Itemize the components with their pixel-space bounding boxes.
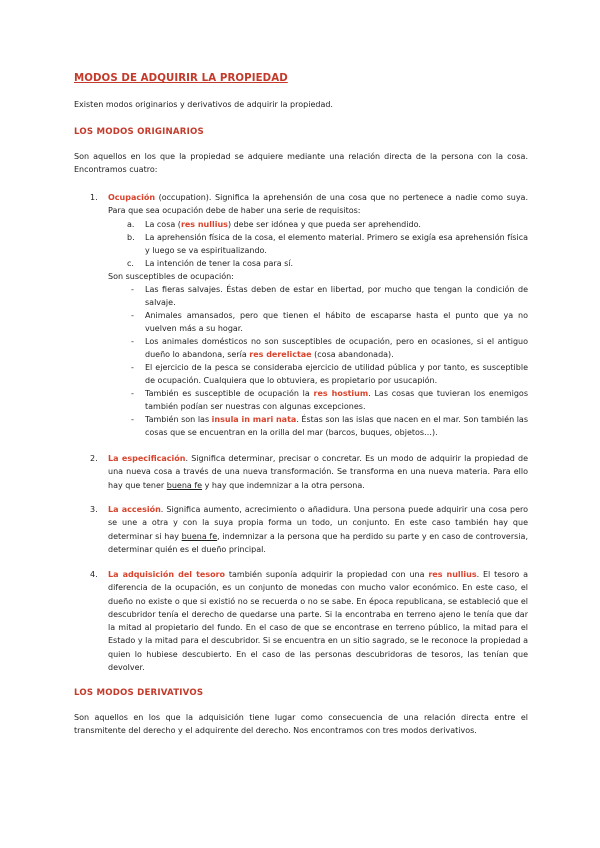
list-number: 3. [90,505,98,514]
req-item: La aprehensión física de la cosa, el elemento material. Primero se exigía esa aprehensión física y luego se va espiritualizando. [145,233,528,256]
item-accesion: La accesión. Significa aumento, acrecimiento o añadidura. Una persona puede adquirir una cosa pero se une a otra y con la suya propia forma un todo, un conjunto. En este caso también hay que determinar si hay buena fe, indemnizar a la persona que ha perdido su parte y en caso de controversia, determinar quién es el dueño principal. [108,505,528,554]
dash-bullet: - [131,337,134,346]
term-accesion: La accesión [108,505,161,514]
req-letter: c. [127,259,134,268]
item-tesoro: La adquisición del tesoro también suponía adquirir la propiedad con una res nullius. El tesoro a diferencia de la ocupación, es un conjunto de monedas con mucho valor económico. En este caso, el dueño no existe o que si existió no se recuerda o no se sabe. En época republicana, se estableció que el descubridor tenía el derecho de quedarse una parte. Si la encontraba en terreno ajeno le tenía que dar la mitad al propietario del fundo. En el caso de que se encontrase en terreno público, la mitad para el Estado y la mitad para el descubridor. Si se encuentra en un sitio sagrado, se le reconoce la propiedad a quien lo hubiese descubierto. En el caso de las personas descubridoras de tesoros, las tenían que devolver. [108,570,528,673]
term-ocupacion: Ocupación [108,193,156,202]
section-heading-derivativos: LOS MODOS DERIVATIVOS [74,688,204,698]
term-res-hostium: res hostium [313,389,369,398]
req-item: La cosa (res nullius) debe ser idónea y que pueda ser aprehendido. [145,220,421,229]
intro-paragraph: Existen modos originarios y derivativos de adquirir la propiedad. [74,100,333,109]
item-ocupacion [108,191,528,218]
term-res-nullius: res nullius [180,220,228,229]
req-letter: a. [127,220,135,229]
bullet-item: Animales amansados, pero que tienen el hábito de escaparse hasta el punto que ya no vuelven más a su hogar. [145,311,528,334]
item-especificacion: La especificación. Significa determinar, precisar o concretar. Es un modo de adquirir la propiedad de una nueva cosa a través de una nueva transformación. Se transforma en una nueva materia. Para ello hay que tener buena fe y hay que indemnizar a la otra persona. [108,454,529,490]
originarios-paragraph: Son aquellos en los que la propiedad se adquiere mediante una relación directa de la persona con la cosa. Encontramos cuatro: [74,152,528,175]
bullet-item: Los animales domésticos no son susceptibles de ocupación, pero en ocasiones, si el antiguo dueño lo abandona, sería res derelictae (cosa abandonada). [145,337,528,360]
page-title: MODOS DE ADQUIRIR LA PROPIEDAD [74,73,288,84]
bullet-item: También son las insula in mari nata. Éstas son las islas que nacen en el mar. Son también las cosas que se encuentran en la orilla del mar (barcos, buques, objetos…). [145,415,528,438]
section-heading-originarios: LOS MODOS ORIGINARIOS [74,127,204,137]
bullet-item: El ejercicio de la pesca se consideraba ejercicio de utilidad pública y por tanto, es susceptible de ocupación. Cualquiera que lo obtuviera, es propietario por usucapión. [145,363,528,386]
bullet-item: También es susceptible de ocupación la res hostium. Las cosas que tuvieran los enemigos también podían ser nuestras con algunas excepciones. [145,389,528,412]
underlined-buena-fe: buena fe [181,531,218,541]
list-number: 1. [90,193,98,202]
term-insula: insula in mari nata [211,415,297,424]
req-letter: b. [127,233,135,242]
susceptibles-label: Son susceptibles de ocupación: [108,272,234,281]
term-res-nullius: res nullius [428,570,477,579]
dash-bullet: - [131,363,134,372]
list-number: 2. [90,454,98,463]
list-number: 4. [90,570,98,579]
item-text: (occupation). Significa la aprehensión de una cosa que no pertenece a nadie como suya. Para que sea ocupación debe de haber una serie de requisitos: [108,193,528,216]
dash-bullet: - [131,415,134,424]
dash-bullet: - [131,285,134,294]
dash-bullet: - [131,389,134,398]
derivativos-paragraph: Son aquellos en los que la adquisición tiene lugar como consecuencia de una relación directa entre el transmitente del derecho y el adquirente del derecho. Nos encontramos con tres modos derivativos. [74,713,528,736]
underlined-buena-fe: buena fe [166,480,203,490]
term-tesoro: La adquisición del tesoro [108,570,226,579]
term-especificacion: La especificación [108,454,186,463]
term-res-derelictae: res derelictae [249,350,312,360]
req-item: La intención de tener la cosa para sí. [145,259,294,268]
dash-bullet: - [131,311,134,320]
bullet-item: Las fieras salvajes. Éstas deben de estar en libertad, por mucho que tengan la condición de salvaje. [145,285,528,308]
